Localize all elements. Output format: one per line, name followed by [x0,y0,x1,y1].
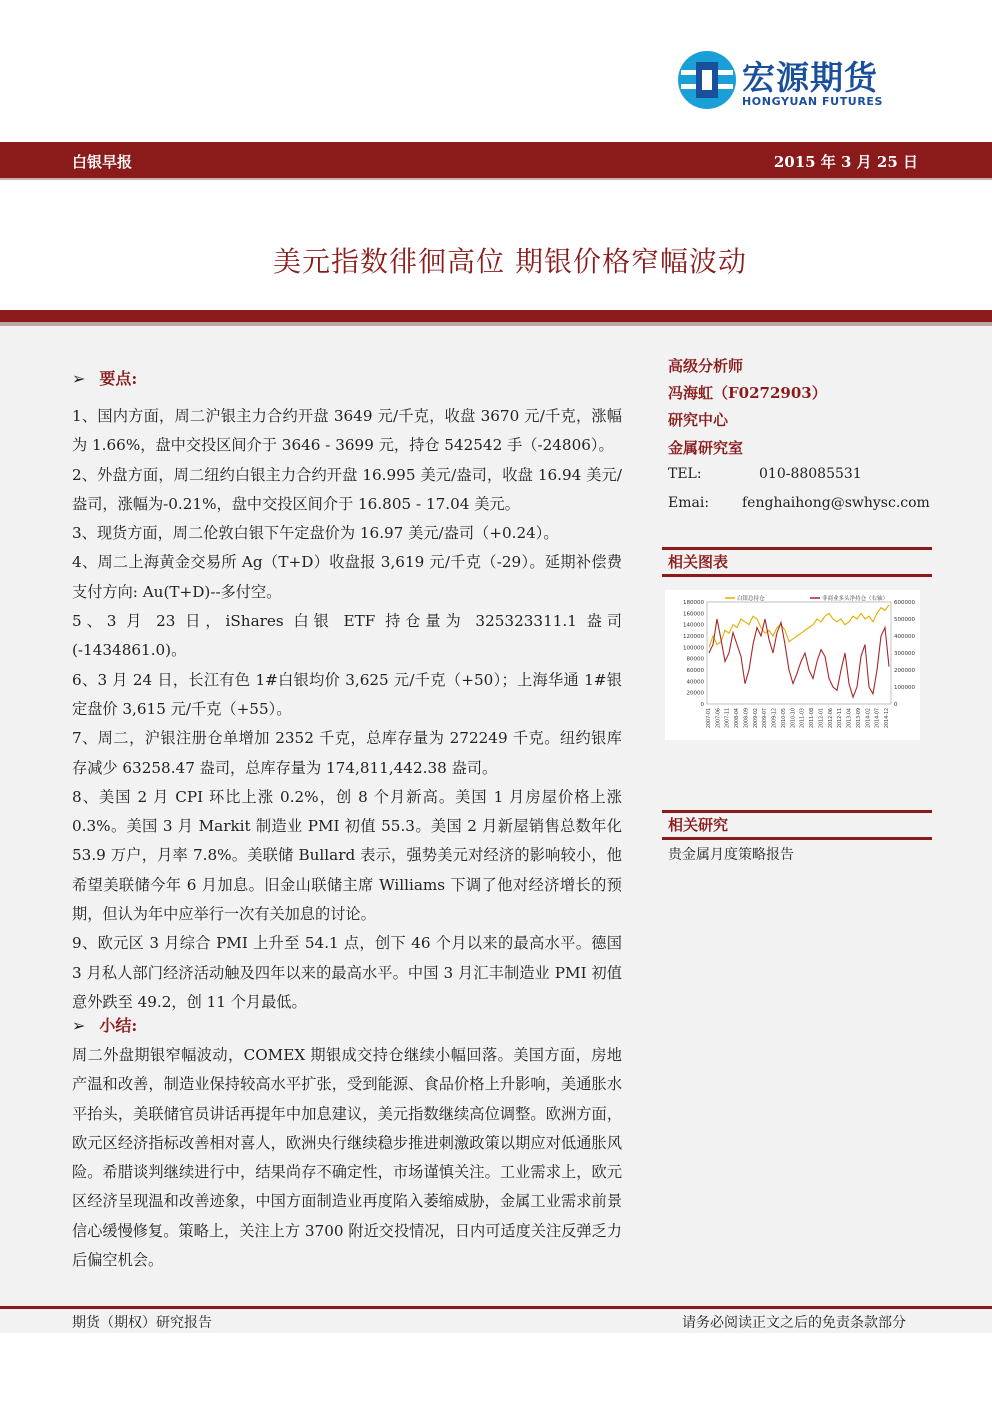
y-axis-right [894,600,915,708]
x-tick-label: 2007-06 [716,708,722,729]
analyst-team: 金属研究室 [668,439,744,457]
x-axis [706,708,890,728]
series-line [709,619,889,697]
x-tick-label: 2008-04 [735,708,741,729]
y-left-tick-label: 20000 [686,690,704,697]
x-tick-label: 2010-05 [781,708,787,729]
x-tick-label: 2013-04 [847,708,853,729]
y-right-tick-label: 200000 [894,668,915,674]
page-title: 美元指数徘徊高位 期银价格窄幅波动 [273,245,747,278]
y-left-tick-label: 100000 [683,645,704,652]
x-tick-label: 2012-06 [828,708,834,729]
y-right-tick-label: 600000 [894,600,915,606]
x-tick-label: 2011-08 [810,708,816,729]
list-item: 3、现货方面，周二伦敦白银下午定盘价为 16.97 美元/盎司（+0.24）。 [72,524,559,543]
section-rule-bottom [662,837,932,840]
x-tick-label: 2007-01 [707,708,712,729]
y-right-tick-label: 300000 [894,651,915,657]
x-tick-label: 2014-07 [875,708,881,729]
report-type: 白银早报 [72,153,133,171]
section-rule-top [662,547,932,550]
list-item: 9、欧元区 3 月综合 PMI 上升至 54.1 点，创下 46 个月以来的最高水平。德国 3 月私人部门经济活动触及四年以来的最高水平。中国 3 月汇丰制造业 PMI 初值意外跌至 49.2，创 11 个月最低。 [72,934,622,1011]
y-right-tick-label: 0 [894,702,898,708]
logo-name: 宏源期货 [742,58,878,97]
y-left-tick-label: 60000 [686,668,704,674]
tel-value: 010-88085531 [759,466,862,482]
y-right-tick-label: 400000 [894,634,915,640]
list-item: 5、3 月 23 日，iShares 白银 ETF 持仓量为 325323311.1 盎司(-1434861.0)。 [72,612,622,660]
analyst-title: 高级分析师 [668,357,744,375]
analyst-dept: 研究中心 [668,411,729,429]
related-research-item[interactable]: 贵金属月度策略报告 [668,847,794,863]
title-divider [0,310,992,322]
list-item: 4、周二上海黄金交易所 Ag（T+D）收盘报 3,619 元/千克（-29）。延期补偿费支付方向: Au(T+D)--多付空。 [72,553,622,601]
y-left-tick-label: 160000 [683,611,704,618]
holdings-chart [665,590,920,740]
related-research-header [662,810,932,840]
x-tick-label: 2007-11 [725,708,731,729]
legend-label: 非商业多头净持仓（右轴） [822,596,889,602]
x-tick-label: 2011-03 [800,708,806,729]
legend-label: 白银总持仓 [737,596,765,602]
y-left-tick-label: 80000 [686,656,704,663]
x-tick-label: 2012-11 [838,708,844,729]
x-tick-label: 2009-07 [763,708,769,729]
footer-disclaimer-note: 请务必阅读正文之后的免责条款部分 [682,1315,906,1331]
footer-left-text: 期货（期权）研究报告 [72,1315,212,1331]
chart-series [709,605,889,697]
logo-emblem-icon [678,51,736,109]
related-chart-header [662,547,932,577]
y-axis-left [683,600,705,708]
list-item: 2、外盘方面，周二纽约白银主力合约开盘 16.995 美元/盎司，收盘 16.94 美元/盎司，涨幅为-0.21%，盘中交投区间介于 16.805 - 17.04 美元。 [72,465,622,513]
related-chart-heading: 相关图表 [668,553,729,571]
logo-english-name: HONGYUAN FUTURES [742,95,884,108]
chart-legend [725,594,888,602]
x-tick-label: 2014-02 [866,708,872,729]
report-date: 2015 年 3 月 25 日 [773,153,918,171]
email-link[interactable]: fenghaihong@swhysc.com [742,495,930,511]
list-item: 8、美国 2 月 CPI 环比上涨 0.2%，创 8 个月新高。美国 1 月房屋价格上涨 0.3%。美国 3 月 Markit 制造业 PMI 初值 55.3。美国 2 月新屋销售总数年化 53.9 万户，月率 7.8%。美联储 Bullard 表示，强势美元对经济的影响较小，他希望美联储今年 6 月加息。旧金山联储主席 Williams 下调了他对经济增长的预期，但认为年中应举行一次有关加息的讨论。 [72,787,622,924]
x-tick-label: 2014-12 [885,708,890,729]
x-tick-label: 2009-02 [753,708,759,729]
y-left-tick-label: 180000 [683,600,704,606]
x-tick-label: 2010-10 [791,708,797,729]
email-label: Emai: [668,495,710,511]
y-left-tick-label: 120000 [683,634,704,640]
section-rule-bottom [662,574,932,577]
analyst-name: 冯海虹（F0272903） [668,384,827,402]
key-points-list [72,402,622,1017]
tel-label: TEL: [668,466,702,482]
x-tick-label: 2009-12 [772,708,778,729]
related-research-heading: 相关研究 [668,816,729,834]
y-left-tick-label: 0 [700,702,704,708]
summary-heading: ➢ 小结: [72,1016,138,1035]
x-tick-label: 2012-01 [819,708,825,729]
y-left-tick-label: 40000 [686,679,704,686]
x-tick-label: 2008-09 [744,708,750,729]
y-right-tick-label: 100000 [894,685,915,691]
y-left-tick-label: 140000 [683,622,704,629]
x-tick-label: 2013-09 [856,708,862,729]
key-points-heading: ➢ 要点: [72,369,138,388]
list-item: 6、3 月 24 日，长江有色 1#白银均价 3,625 元/千克（+50）；上海华通 1#银定盘价 3,615 元/千克（+55）。 [72,670,622,718]
summary-text: 周二外盘期银窄幅波动，COMEX 期银成交持仓继续小幅回落。美国方面，房地产温和改善，制造业保持较高水平扩张，受到能源、食品价格上升影响，美通胀水平抬头，美联储官员讲话再提年中加息建议，美元指数继续高位调整。欧洲方面，欧元区经济指标改善相对喜人，欧洲央行继续稳步推进刺激政策以期应对低通胀风险。希腊谈判继续进行中，结果尚存不确定性，市场谨慎关注。工业需求上，欧元区经济呈现温和改善迹象，中国方面制造业再度陷入萎缩威胁，金属工业需求前景信心缓慢修复。策略上，关注上方 3700 附近交投情况，日内可适度关注反弹乏力后偏空机会。 [72,1046,622,1270]
section-rule-top [662,810,932,813]
arrow-right-icon: ➢ [72,1016,86,1035]
arrow-right-icon: ➢ [72,369,86,388]
list-item: 1、国内方面，周二沪银主力合约开盘 3649 元/千克，收盘 3670 元/千克，涨幅为 1.66%，盘中交投区间介于 3646 - 3699 元，持仓 542542 手（-24806）。 [72,407,622,455]
list-item: 7、周二，沪银注册仓单增加 2352 千克，总库存量为 272249 千克。纽约银库存减少 63258.47 盎司，总库存量为 174,811,442.38 盎司。 [72,729,622,777]
y-right-tick-label: 500000 [894,617,915,623]
